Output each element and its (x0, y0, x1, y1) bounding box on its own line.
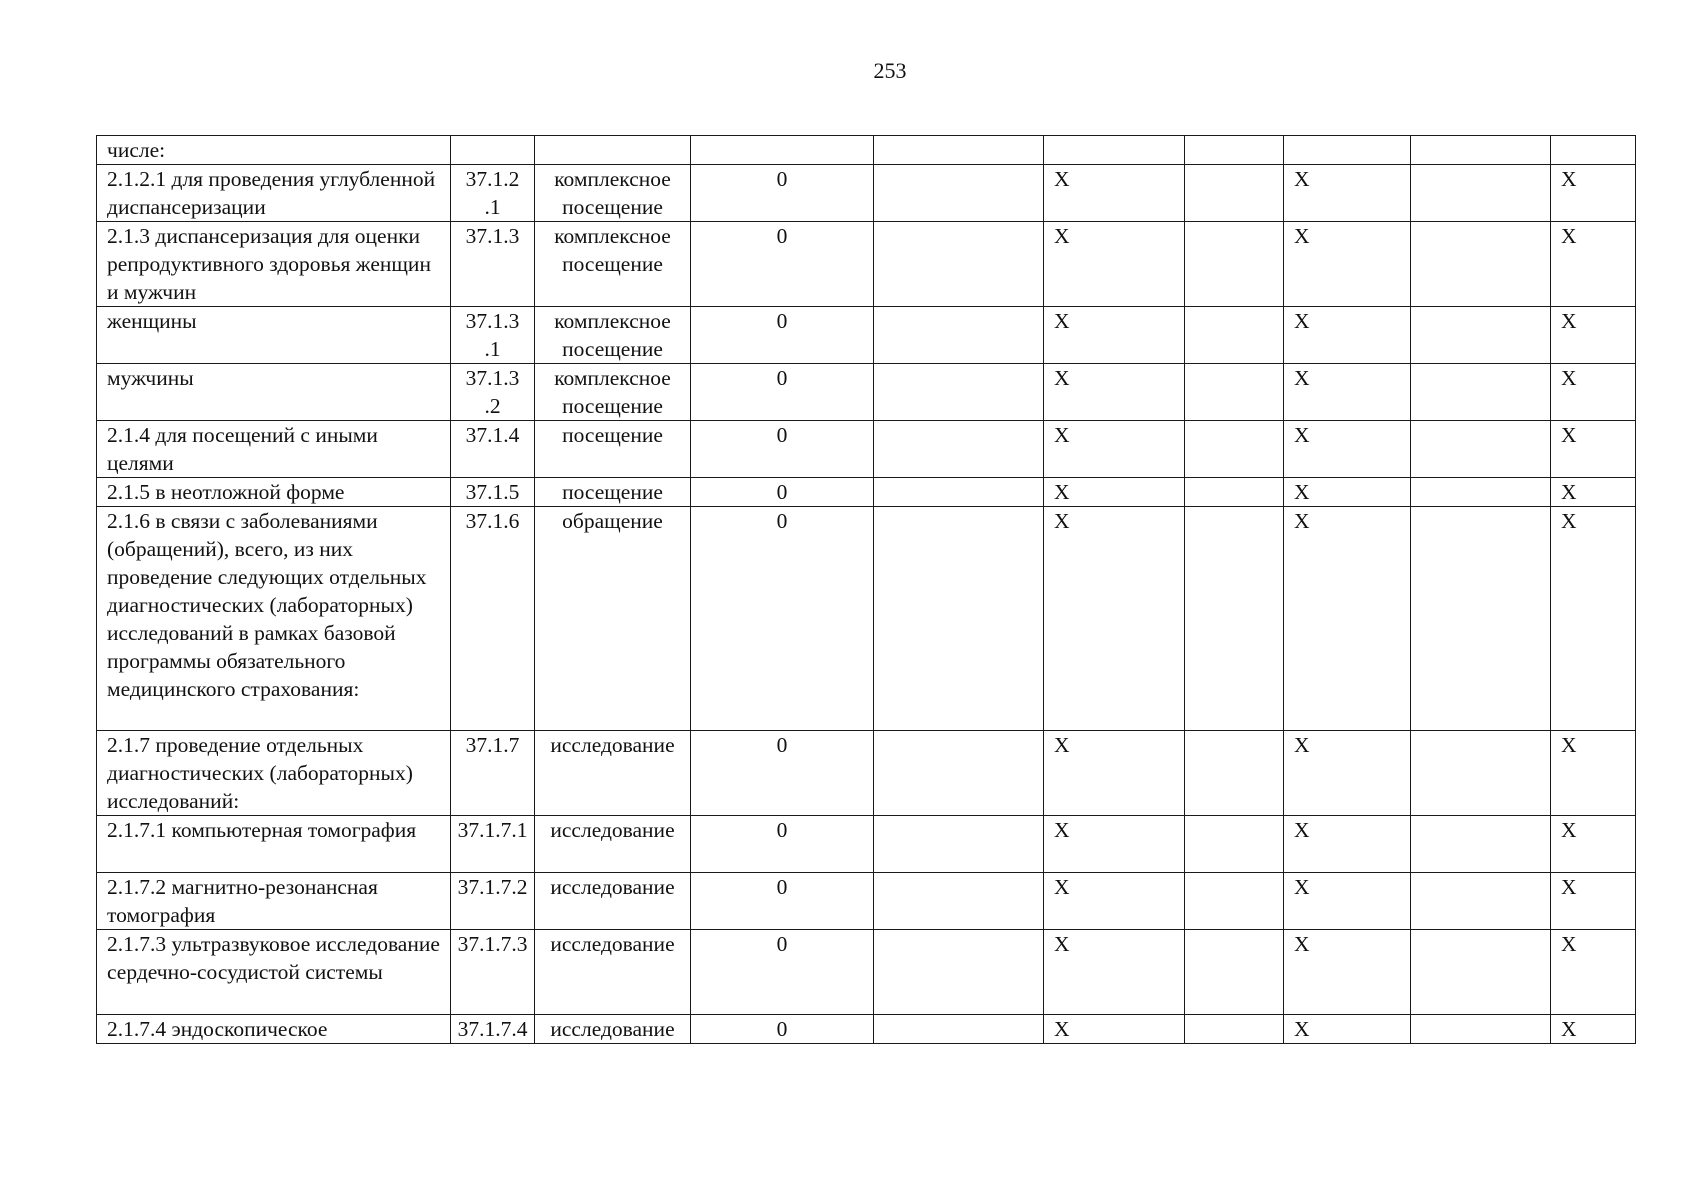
row-col7 (1185, 307, 1284, 364)
row-code: 37.1.7.4 (451, 1015, 535, 1044)
row-code: 37.1.3 (451, 222, 535, 307)
table-row (97, 165, 1636, 222)
row-code (451, 136, 535, 165)
row-label: 2.1.4 для посещений с иными целями (97, 421, 451, 478)
row-col8: X (1284, 364, 1411, 421)
row-unit: комплексное посещение (535, 307, 691, 364)
row-col10 (1551, 136, 1636, 165)
table-row (97, 873, 1636, 930)
table-row (97, 507, 1636, 731)
row-col5 (874, 136, 1044, 165)
row-col8: X (1284, 421, 1411, 478)
row-col6: X (1044, 364, 1185, 421)
table-row (97, 731, 1636, 816)
row-col9 (1411, 364, 1551, 421)
row-unit: исследование (535, 731, 691, 816)
row-col7 (1185, 873, 1284, 930)
row-col6: X (1044, 307, 1185, 364)
row-col10: X (1551, 307, 1636, 364)
row-col6 (1044, 136, 1185, 165)
row-unit: комплексное посещение (535, 364, 691, 421)
table-row (97, 364, 1636, 421)
row-col5 (874, 421, 1044, 478)
row-label: 2.1.3 диспансеризация для оценки репродуктивного здоровья женщин и мужчин (97, 222, 451, 307)
row-col10: X (1551, 731, 1636, 816)
row-col8: X (1284, 307, 1411, 364)
row-col8: X (1284, 478, 1411, 507)
row-value: 0 (691, 930, 874, 1015)
row-col10: X (1551, 478, 1636, 507)
row-col5 (874, 478, 1044, 507)
row-col9 (1411, 136, 1551, 165)
row-value: 0 (691, 816, 874, 873)
row-col8: X (1284, 507, 1411, 731)
row-code: 37.1.7.1 (451, 816, 535, 873)
row-value: 0 (691, 731, 874, 816)
row-col6: X (1044, 930, 1185, 1015)
row-value: 0 (691, 364, 874, 421)
row-label: 2.1.7.1 компьютерная томография (97, 816, 451, 873)
row-col6: X (1044, 731, 1185, 816)
row-value: 0 (691, 222, 874, 307)
row-unit: посещение (535, 421, 691, 478)
row-col7 (1185, 136, 1284, 165)
row-col9 (1411, 816, 1551, 873)
row-code: 37.1.7 (451, 731, 535, 816)
row-col7 (1185, 1015, 1284, 1044)
row-value: 0 (691, 873, 874, 930)
row-col5 (874, 873, 1044, 930)
row-code: 37.1.7.3 (451, 930, 535, 1015)
row-col7 (1185, 165, 1284, 222)
row-col10: X (1551, 364, 1636, 421)
row-col8: X (1284, 731, 1411, 816)
row-label: 2.1.7 проведение отдельных диагностических (лабораторных) исследований: (97, 731, 451, 816)
row-col6: X (1044, 816, 1185, 873)
row-col10: X (1551, 507, 1636, 731)
row-col5 (874, 930, 1044, 1015)
row-col5 (874, 1015, 1044, 1044)
row-unit: исследование (535, 1015, 691, 1044)
row-unit: обращение (535, 507, 691, 731)
row-col7 (1185, 930, 1284, 1015)
row-label: мужчины (97, 364, 451, 421)
row-unit: комплексное посещение (535, 222, 691, 307)
row-col8: X (1284, 873, 1411, 930)
row-col7 (1185, 364, 1284, 421)
row-code: 37.1.6 (451, 507, 535, 731)
row-col6: X (1044, 507, 1185, 731)
row-col9 (1411, 507, 1551, 731)
row-value: 0 (691, 165, 874, 222)
row-col8: X (1284, 816, 1411, 873)
row-col9 (1411, 222, 1551, 307)
row-col8: X (1284, 165, 1411, 222)
row-label: 2.1.2.1 для проведения углубленной диспансеризации (97, 165, 451, 222)
row-col5 (874, 165, 1044, 222)
row-col9 (1411, 930, 1551, 1015)
row-unit: исследование (535, 873, 691, 930)
data-table (96, 135, 1636, 1044)
row-unit: посещение (535, 478, 691, 507)
row-col6: X (1044, 421, 1185, 478)
row-col8 (1284, 136, 1411, 165)
row-code: 37.1.4 (451, 421, 535, 478)
row-code: 37.1.3 .1 (451, 307, 535, 364)
row-col5 (874, 731, 1044, 816)
row-col6: X (1044, 1015, 1185, 1044)
row-col10: X (1551, 421, 1636, 478)
row-label: 2.1.7.4 эндоскопическое (97, 1015, 451, 1044)
row-label: 2.1.6 в связи с заболеваниями (обращений), всего, из них проведение следующих отдельных диагностических (лабораторных) исследований в рамках базовой программы обязательного медицинского страхования: (97, 507, 451, 731)
row-col9 (1411, 307, 1551, 364)
row-label: 2.1.5 в неотложной форме (97, 478, 451, 507)
table-row (97, 478, 1636, 507)
row-col8: X (1284, 930, 1411, 1015)
row-col7 (1185, 816, 1284, 873)
row-col6: X (1044, 222, 1185, 307)
row-col8: X (1284, 1015, 1411, 1044)
row-col9 (1411, 731, 1551, 816)
row-unit: комплексное посещение (535, 165, 691, 222)
row-col9 (1411, 478, 1551, 507)
row-col5 (874, 307, 1044, 364)
row-col7 (1185, 421, 1284, 478)
table-row (97, 222, 1636, 307)
row-col6: X (1044, 873, 1185, 930)
row-col5 (874, 364, 1044, 421)
row-label: 2.1.7.3 ультразвуковое исследование сердечно-сосудистой системы (97, 930, 451, 1015)
row-col9 (1411, 165, 1551, 222)
row-unit: исследование (535, 930, 691, 1015)
table-row (97, 816, 1636, 873)
row-col10: X (1551, 1015, 1636, 1044)
page-number: 253 (873, 58, 907, 83)
table-row (97, 930, 1636, 1015)
row-label: числе: (97, 136, 451, 165)
row-code: 37.1.2 .1 (451, 165, 535, 222)
row-col10: X (1551, 816, 1636, 873)
row-col8: X (1284, 222, 1411, 307)
row-col5 (874, 816, 1044, 873)
row-col9 (1411, 421, 1551, 478)
row-col9 (1411, 873, 1551, 930)
row-col7 (1185, 222, 1284, 307)
row-col6: X (1044, 165, 1185, 222)
row-col6: X (1044, 478, 1185, 507)
row-value: 0 (691, 307, 874, 364)
row-col7 (1185, 478, 1284, 507)
row-value: 0 (691, 507, 874, 731)
row-value (691, 136, 874, 165)
row-col5 (874, 507, 1044, 731)
row-col5 (874, 222, 1044, 307)
row-value: 0 (691, 1015, 874, 1044)
row-value: 0 (691, 478, 874, 507)
row-col10: X (1551, 165, 1636, 222)
row-label: женщины (97, 307, 451, 364)
row-unit: исследование (535, 816, 691, 873)
row-col7 (1185, 507, 1284, 731)
row-col7 (1185, 731, 1284, 816)
table-row (97, 307, 1636, 364)
row-col10: X (1551, 222, 1636, 307)
row-col10: X (1551, 930, 1636, 1015)
row-code: 37.1.5 (451, 478, 535, 507)
table-row (97, 1015, 1636, 1044)
row-value: 0 (691, 421, 874, 478)
row-col9 (1411, 1015, 1551, 1044)
table-row (97, 421, 1636, 478)
table-row (97, 136, 1636, 165)
row-code: 37.1.3 .2 (451, 364, 535, 421)
row-code: 37.1.7.2 (451, 873, 535, 930)
row-col10: X (1551, 873, 1636, 930)
row-label: 2.1.7.2 магнитно-резонансная томография (97, 873, 451, 930)
row-unit (535, 136, 691, 165)
